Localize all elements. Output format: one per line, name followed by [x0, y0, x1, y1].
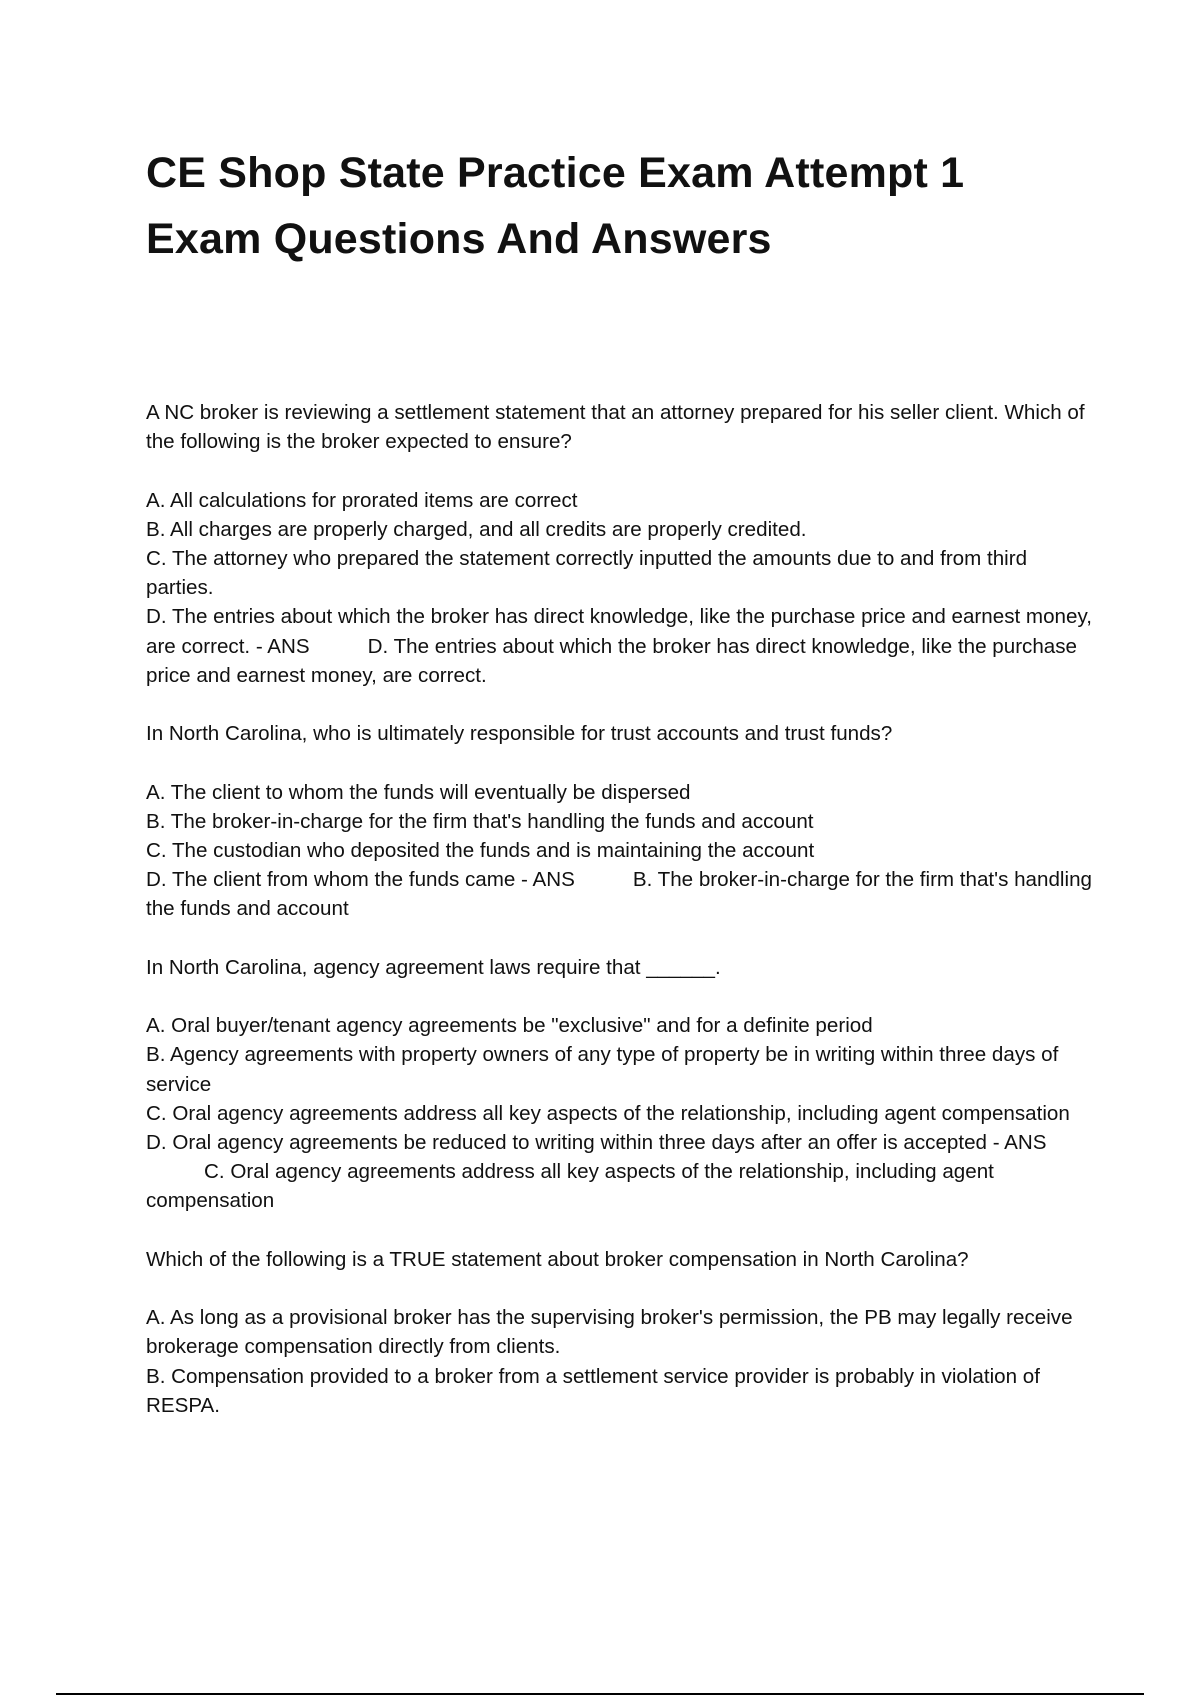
option-c: C. Oral agency agreements address all key aspects of the relationship, including agent compensation	[146, 1101, 1070, 1125]
answer-text: C. Oral agency agreements address all key aspects of the relationship, including agent compensation	[146, 1160, 994, 1213]
option-a: A. As long as a provisional broker has the supervising broker's permission, the PB may legally receive brokerage compensation directly from clients.	[146, 1306, 1073, 1359]
options-list	[146, 1011, 1096, 1215]
document-title	[146, 140, 1106, 272]
options-list	[146, 778, 1096, 924]
option-b: B. Agency agreements with property owners of any type of property be in writing within three days of service	[146, 1043, 1059, 1096]
qa-item-3	[146, 953, 1096, 1216]
qa-item-4	[146, 1245, 1096, 1420]
option-b: B. Compensation provided to a broker from a settlement service provider is probably in violation of RESPA.	[146, 1364, 1040, 1417]
options-list	[146, 1303, 1096, 1420]
option-d-with-answer	[146, 1128, 1096, 1216]
question-text: A NC broker is reviewing a settlement statement that an attorney prepared for his seller client. Which of the following is the broker expected to ensure?	[146, 401, 1085, 454]
options-list	[146, 486, 1096, 690]
title-line-1: CE Shop State Practice Exam Attempt 1	[146, 149, 965, 197]
option-a: A. All calculations for prorated items are correct	[146, 488, 578, 512]
answer-text: B. The broker-in-charge for the firm that's handling the funds and account	[146, 868, 1092, 921]
qa-content	[146, 398, 1096, 1449]
title-line-2: Exam Questions And Answers	[146, 215, 772, 263]
option-b: B. The broker-in-charge for the firm that's handling the funds and account	[146, 809, 814, 833]
question-text: Which of the following is a TRUE statement about broker compensation in North Carolina?	[146, 1247, 969, 1271]
option-d: D. The entries about which the broker has direct knowledge, like the purchase price and earnest money, are correct. - ANS	[146, 605, 1092, 658]
question-text: In North Carolina, agency agreement laws require that ______.	[146, 955, 721, 979]
answer-text: D. The entries about which the broker has direct knowledge, like the purchase price and earnest money, are correct.	[146, 634, 1078, 687]
qa-item-2	[146, 719, 1096, 923]
qa-item-1	[146, 398, 1096, 690]
option-a: A. The client to whom the funds will eventually be dispersed	[146, 780, 691, 804]
option-d-with-answer	[146, 602, 1096, 690]
option-d-with-answer	[146, 865, 1096, 923]
option-b: B. All charges are properly charged, and all credits are properly credited.	[146, 517, 807, 541]
option-d: D. The client from whom the funds came - ANS	[146, 868, 575, 892]
footer-divider	[56, 1693, 1144, 1695]
option-a: A. Oral buyer/tenant agency agreements be "exclusive" and for a definite period	[146, 1014, 873, 1038]
option-c: C. The attorney who prepared the statement correctly inputted the amounts due to and from third parties.	[146, 547, 1028, 600]
question-text: In North Carolina, who is ultimately responsible for trust accounts and trust funds?	[146, 722, 893, 746]
option-c: C. The custodian who deposited the funds and is maintaining the account	[146, 839, 815, 862]
option-d: D. Oral agency agreements be reduced to writing within three days after an offer is accepted - ANS	[146, 1131, 1047, 1154]
